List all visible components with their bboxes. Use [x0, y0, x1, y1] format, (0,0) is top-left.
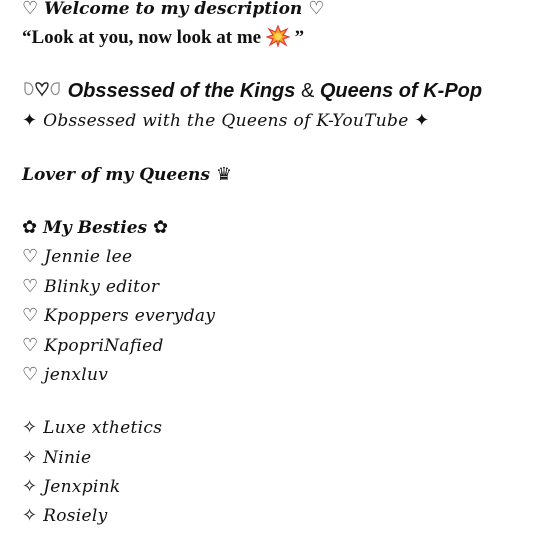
list-item: [22, 443, 552, 472]
headline-queens: Queens of K-Pop: [319, 79, 483, 102]
list-item: [22, 360, 552, 389]
friend-name: Rosiely: [43, 506, 108, 527]
bestie-name: Blinky editor: [44, 276, 160, 297]
four-pointed-star-icon: ✦: [22, 110, 38, 132]
list-item: [22, 413, 552, 442]
heart-icon: ♡: [22, 246, 39, 268]
list-item: [22, 472, 552, 501]
welcome-line: [22, 0, 552, 23]
sparkle-star-icon: ✧: [22, 476, 38, 498]
friend-name: Jenxpink: [43, 477, 121, 498]
bestie-name: KpopriNafied: [44, 335, 164, 356]
lover-line: [22, 160, 552, 189]
quote-line: [22, 23, 552, 52]
sparkle-star-icon: ✧: [22, 417, 38, 439]
heart-icon: ♡: [22, 363, 39, 385]
lover-text: Lover of my Queens: [22, 164, 210, 185]
headline-amp: &: [300, 79, 315, 102]
flower-icon: ✿: [22, 216, 38, 238]
list-item: [22, 301, 552, 330]
quote-text: “Look at you, now look at me: [22, 27, 262, 49]
butterfly-heart-icon: [22, 79, 62, 101]
sparkle-star-icon: ✧: [22, 505, 38, 527]
besties-title: [22, 213, 552, 242]
heart-icon: ♡: [22, 275, 39, 297]
bestie-name: Kpoppers everyday: [44, 306, 216, 327]
quote-end: ”: [294, 27, 305, 49]
bestie-name: jenxluv: [44, 364, 109, 385]
list-item: [22, 242, 552, 271]
welcome-text: Welcome to my description: [44, 0, 303, 19]
description-text: [22, 0, 552, 531]
bestie-name: Jennie lee: [44, 247, 133, 268]
headline-line: [22, 77, 552, 106]
besties-title-text: My Besties: [43, 217, 148, 238]
heart-icon: ♡: [22, 0, 39, 19]
sparkle-star-icon: ✧: [22, 446, 38, 468]
heart-icon: ♡: [22, 305, 39, 327]
collision-emoji-icon: [266, 25, 290, 47]
obsessed-line: [22, 106, 552, 135]
headline-kings: Obssessed of the Kings: [67, 79, 296, 102]
friend-name: Ninie: [43, 447, 92, 468]
list-item: [22, 501, 552, 530]
crown-icon: ♛: [215, 163, 233, 185]
friend-name: Luxe xthetics: [43, 418, 163, 439]
four-pointed-star-icon: ✦: [414, 110, 430, 132]
flower-icon: ✿: [153, 216, 169, 238]
heart-icon: ♡: [22, 334, 39, 356]
obsessed-text: Obssessed with the Queens of K-YouTube: [43, 111, 409, 132]
list-item: [22, 272, 552, 301]
list-item: [22, 331, 552, 360]
heart-icon: ♡: [308, 0, 325, 19]
